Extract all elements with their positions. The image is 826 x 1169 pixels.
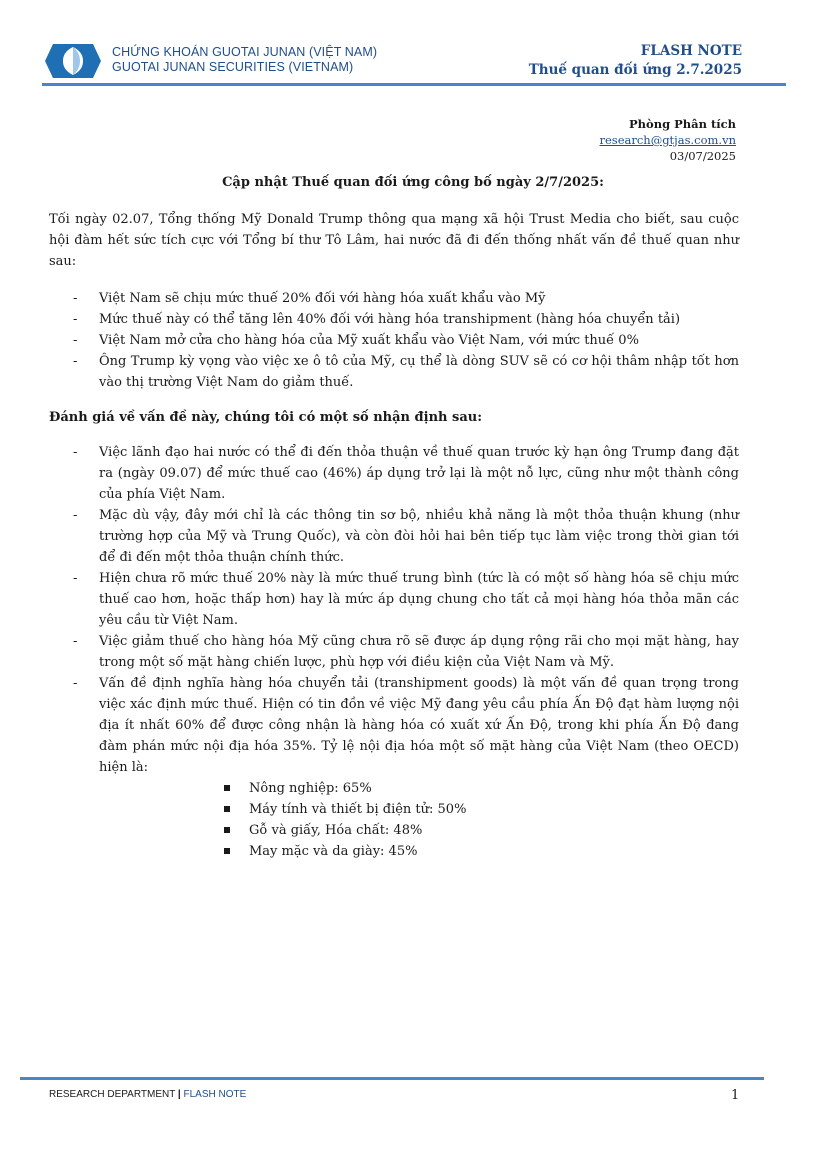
intro-paragraph: Tối ngày 02.07, Tổng thống Mỹ Donald Trump thông qua mạng xã hội Trust Media cho biết, sau cuộc hội đàm hết sức tích cực với Tổng bí thư Tô Lâm, hai nước đã đi đến thống nhất vấn đề thuế quan như sau: [49, 212, 739, 269]
list-item-text: Vấn đề định nghĩa hàng hóa chuyển tải (transhipment goods) là một vấn đề quan trọng trong việc xác định mức thuế. Hiện có tin đồn về việc Mỹ đang yêu cầu phía Ấn Độ đạt hàm lượng nội địa ít nhất 60% để được công nhận là hàng hóa có xuất xứ Ấn Độ, trong khi phía Ấn Độ đang đàm phán mức nội địa hóa 35%. Tỷ lệ nội địa hóa một số mặt hàng của Việt Nam (theo OECD) hiện là: [99, 676, 739, 775]
list-item-text: Máy tính và thiết bị điện tử: 50% [249, 802, 467, 817]
list-item-text: Mức thuế này có thể tăng lên 40% đối với hàng hóa transhipment (hàng hóa chuyển tải) [99, 312, 681, 327]
page-footer [49, 1089, 246, 1100]
page-title: Cập nhật Thuế quan đối ứng công bố ngày 2/7/2025: [222, 175, 604, 190]
list-item-text: Ông Trump kỳ vọng vào việc xe ô tô của Mỹ, cụ thể là dòng SUV sẽ có cơ hội thâm nhập tốt hơn vào thị trường Việt Nam do giảm thuế. [99, 354, 739, 390]
list-item [49, 568, 739, 631]
assessment-list [49, 442, 739, 862]
list-item [99, 778, 739, 799]
list-item [99, 799, 739, 820]
footer-divider [20, 1077, 764, 1080]
bullet-marker: - [73, 333, 78, 348]
company-logo-icon [44, 42, 102, 80]
square-bullet-icon [224, 848, 230, 854]
list-item [49, 673, 739, 862]
bullet-marker: - [73, 634, 78, 649]
page-number: 1 [731, 1088, 740, 1103]
doc-subject: Thuế quan đối ứng 2.7.2025 [528, 62, 742, 78]
header-divider [42, 83, 786, 86]
square-bullet-icon [224, 827, 230, 833]
list-item-text: Mặc dù vậy, đây mới chỉ là các thông tin sơ bộ, nhiều khả năng là một thỏa thuận khung (như trường hợp của Mỹ và Trung Quốc), và còn đòi hỏi hai bên tiếp tục làm việc trong thời gian tới để đi đến một thỏa thuận chính thức. [99, 508, 739, 565]
list-item-text: Việc lãnh đạo hai nước có thể đi đến thỏa thuận về thuế quan trước kỳ hạn ông Trump đang đặt ra (ngày 09.07) để mức thuế cao (46%) áp dụng trở lại là một nỗ lực, cũng như một thành công của phía Việt Nam. [99, 445, 739, 502]
list-item-text: Gỗ và giấy, Hóa chất: 48% [249, 823, 423, 838]
list-item [49, 309, 739, 330]
list-item-text: Việc giảm thuế cho hàng hóa Mỹ cũng chưa rõ sẽ được áp dụng rộng rãi cho mọi mặt hàng, hay trong một số mặt hàng chiến lược, phù hợp với điều kiện của Việt Nam và Mỹ. [99, 634, 739, 670]
localization-rate-list [99, 778, 739, 862]
footer-doc-type: FLASH NOTE [183, 1089, 247, 1100]
bullet-marker: - [73, 445, 78, 460]
report-meta [599, 116, 736, 164]
square-bullet-icon [224, 806, 230, 812]
report-body [49, 209, 739, 876]
list-item-text: Nông nghiệp: 65% [249, 781, 372, 796]
company-name [112, 45, 377, 75]
list-item-text: May mặc và da giày: 45% [249, 844, 418, 859]
assessment-heading: Đánh giá về vấn đề này, chúng tôi có một số nhận định sau: [49, 410, 482, 425]
footer-department: RESEARCH DEPARTMENT [49, 1089, 176, 1100]
list-item [49, 288, 739, 309]
bullet-marker: - [73, 571, 78, 586]
bullet-marker: - [73, 291, 78, 306]
department-label: Phòng Phân tích [629, 117, 736, 131]
company-name-en: GUOTAI JUNAN SECURITIES (VIETNAM) [112, 60, 354, 74]
bullet-marker: - [73, 312, 78, 327]
company-name-vn: CHỨNG KHOÁN GUOTAI JUNAN (VIỆT NAM) [112, 45, 378, 59]
list-item [99, 820, 739, 841]
list-item-text: Hiện chưa rõ mức thuế 20% này là mức thuế trung bình (tức là có một số hàng hóa sẽ chịu mức thuế cao hơn, hoặc thấp hơn) hay là mức áp dụng chung cho tất cả mọi hàng hóa thỏa mãn các yêu cầu từ Việt Nam. [99, 571, 739, 628]
list-item-text: Việt Nam mở cửa cho hàng hóa của Mỹ xuất khẩu vào Việt Nam, với mức thuế 0% [99, 333, 639, 348]
list-item-text: Việt Nam sẽ chịu mức thuế 20% đối với hàng hóa xuất khẩu vào Mỹ [99, 291, 546, 306]
document-header [529, 42, 742, 80]
list-item [49, 351, 739, 393]
bullet-marker: - [73, 354, 78, 369]
list-item [49, 631, 739, 673]
report-date: 03/07/2025 [669, 149, 736, 163]
doc-type: FLASH NOTE [640, 43, 742, 59]
square-bullet-icon [224, 785, 230, 791]
bullet-marker: - [73, 508, 78, 523]
bullet-marker: - [73, 676, 78, 691]
tariff-points-list [49, 288, 739, 393]
contact-email-link[interactable]: research@gtjas.com.vn [599, 133, 736, 147]
list-item [49, 505, 739, 568]
list-item [49, 330, 739, 351]
list-item [49, 442, 739, 505]
footer-separator: | [177, 1089, 181, 1100]
list-item [99, 841, 739, 862]
